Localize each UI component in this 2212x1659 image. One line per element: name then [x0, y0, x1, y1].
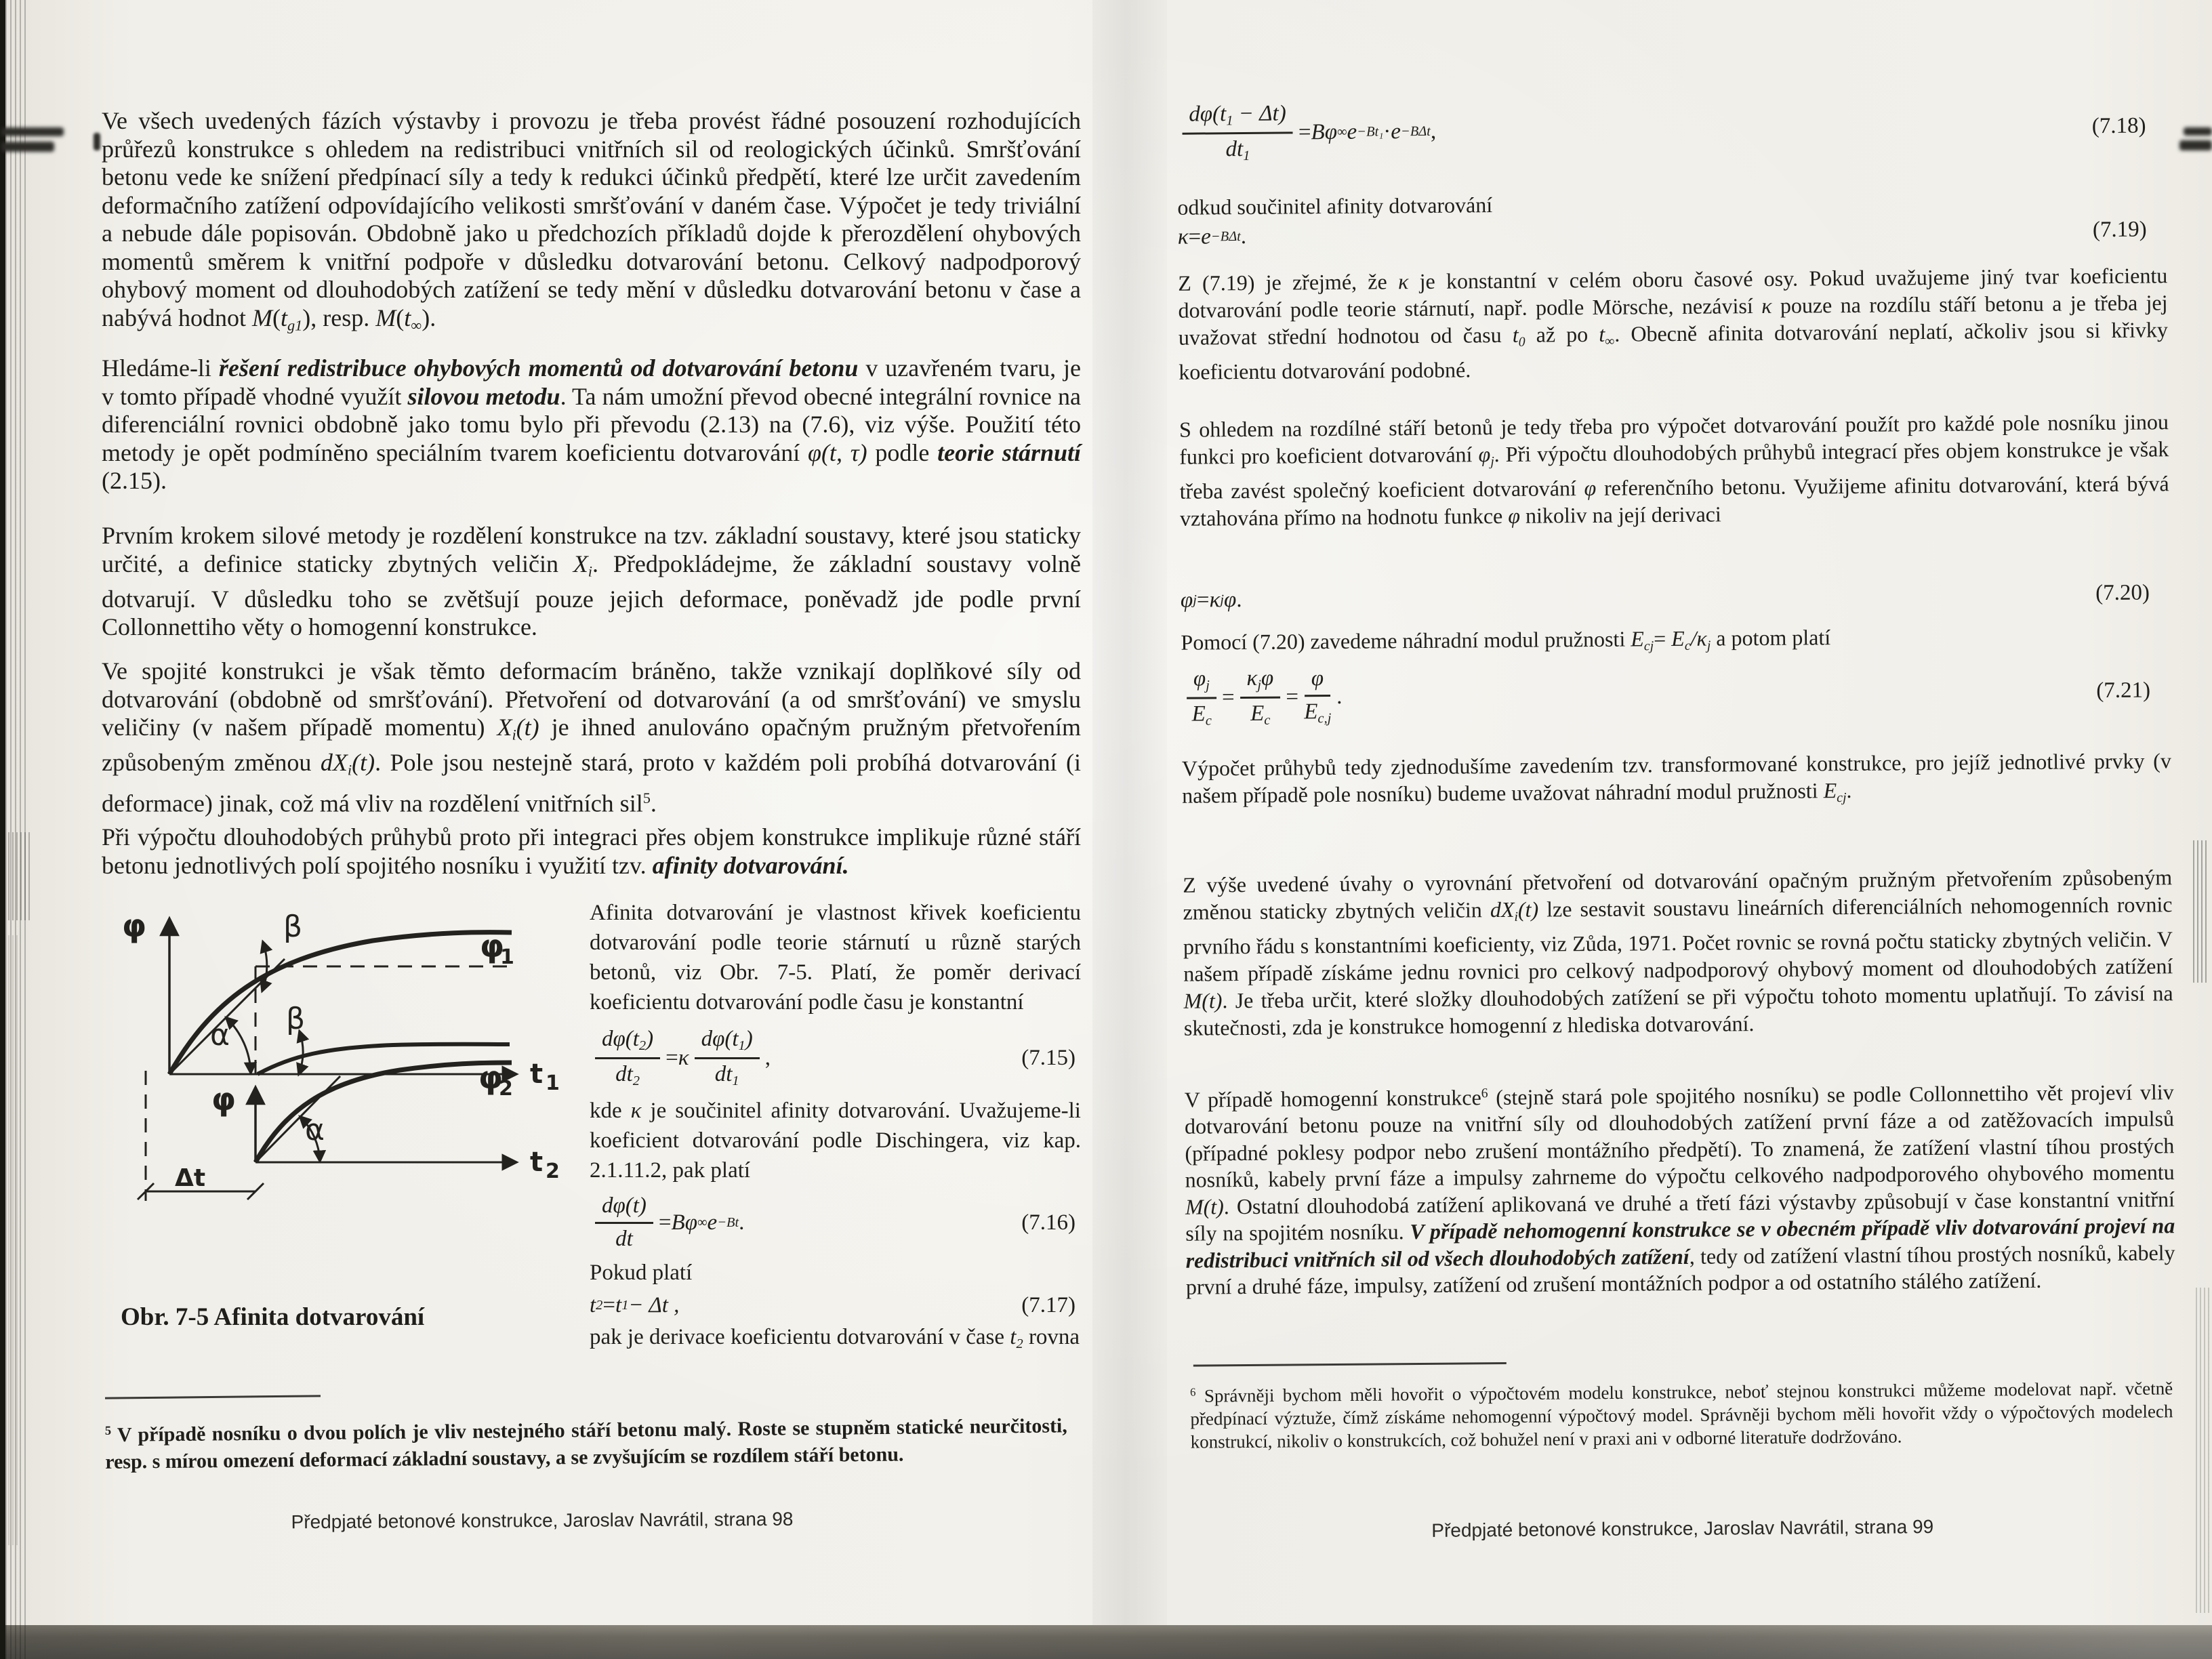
footnote-6: $^6$ Správněji bychom měli hovořit o výpočtovém modelu konstrukce, neboť stejnou konstrukci můžeme modelovat např. včetně předpínací výztuže, čímž získáme nehomogenní výpočtový model. Správněji bychom měli hovořit vždy o výpočtových modelech konstrukcí, nikoliv o konstrukcích, což bohužel není v praxi ani v odborné literatuře dodržováno.: [1190, 1378, 2173, 1452]
equation-number: (7.17): [1021, 1293, 1076, 1318]
paragraph: Prvním krokem silové metody je rozdělení konstrukce na tzv. základní soustavy, které jsou staticky určité, a definice staticky zbytných veličin Xi. Předpokládejme, že základní soustavy volně dotvarují. V důsledku toho se zvětšují pouze jejich deformace, poněvadž jde podle první Collonnettiho věty o homogenní konstrukce.: [102, 522, 1082, 641]
creep-curve-1: [169, 933, 512, 1074]
equation-number: (7.18): [2091, 113, 2146, 138]
equation-7-15: [590, 1027, 1081, 1089]
equation-number: (7.15): [1021, 1045, 1076, 1070]
tangent-upper: [169, 959, 285, 1074]
t2-axis-sub: 2: [546, 1160, 560, 1183]
paragraph: Pomocí (7.20) zavedeme náhradní modul pružnosti Ecj= Ec/κj a potom platí: [1181, 625, 1831, 655]
creep-curve-2: [258, 1044, 510, 1074]
equation-number: (7.21): [2096, 678, 2151, 703]
beta-label-2: β: [286, 1002, 306, 1036]
phi-axis-label-lower: φ: [211, 1081, 236, 1118]
equation-body: t 2 = t 1 − Δt ,: [590, 1293, 680, 1318]
paragraph: V případě homogenní konstrukce$^6$ (stejně stará pole spojitého nosníku) se podle Collonnettiho vět projeví vliv dotvarování betonu pouze na vnitřní síly od dlouhodobých zatížení první fáze a od zatěžovacích impulsů (případné poklesy podpor nebo zrušení montážního předpětí). To znamená, že zatížení vlastní tíhou prostých nosníků, kabely první fáze a impulsy zahrneme do výpočtu celkového nadpodporového ohybového momentu M(t). Ostatní dlouhodobá zatížení aplikovaná ve druhé a třetí fázi výstavby způsobují v čase konstantní vnitřní síly na spojitém nosníku. V případě nehomogenní konstrukce se v obecném případě vliv dotvarování projeví na redistribuci vnitřních sil od všech dlouhodobých zatížení, tedy od zatížení vlastní tíhou prostých nosníků, kabely první a druhé fáze, impulsy, zatížení od zrušení montážních podpor a od ostatního stálého zatížení.: [1184, 1080, 2175, 1300]
scan-bottom-band: [0, 1625, 2212, 1659]
page-left: [102, 95, 1081, 1626]
equation-body: $\frac{d\varphi(t)}{dt}$ = Bφ ∞ e −Bt .: [590, 1193, 744, 1252]
tangent-lower: [255, 1076, 340, 1162]
equation-number: (7.20): [2095, 580, 2150, 606]
scan-smudge-right-2: [2179, 140, 2212, 150]
page-gutter-shadow: [1092, 0, 1167, 1659]
scan-streaks-left: [5, 0, 28, 1659]
equation-7-16: [590, 1193, 1081, 1252]
scan-edge-left: [0, 0, 5, 1659]
scan-smudge-right-1: [2184, 127, 2212, 136]
equation-body: $\frac{d\varphi(t1 - \Delta t)}{dt1}$ = Bφ ∞ e −Bt₁ · e −BΔt ,: [1176, 100, 1436, 165]
t1-axis-sub: 1: [546, 1071, 560, 1095]
equation-body: κ = e −BΔt .: [1177, 224, 1247, 249]
paragraph: odkud součinitel afinity dotvarování: [1177, 192, 1493, 220]
t1-axis-label: t: [530, 1059, 544, 1090]
equation-body: φ j = κ j φ .: [1180, 588, 1242, 613]
footer-right: Předpjaté betonové konstrukce, Jaroslav Navrátil, strana 99: [1431, 1516, 1934, 1541]
phi1-label: φ: [480, 928, 504, 964]
paragraph: Afinita dotvarování je vlastnost křivek koeficientu dotvarování podle teorie stárnutí u různě starých betonů, viz Obr. 7-5. Platí, že poměr derivací koeficientu dotvarování podle času je konstantní: [590, 901, 1081, 1015]
phi2-label: φ: [478, 1059, 503, 1096]
equation-number: (7.19): [2092, 217, 2147, 243]
alpha-angle-arc-upper: [226, 1018, 251, 1073]
paragraph: Pokud platí: [590, 1261, 693, 1286]
scan-smudge-left-2: [1, 142, 54, 152]
paragraph: pak je derivace koeficientu dotvarování v čase t2 rovna: [590, 1325, 1080, 1352]
scan-smudge-left-1: [1, 127, 64, 136]
paragraph: Ve spojité konstrukci je však těmto deformacím bráněno, takže vznikají doplňkové síly od dotvarování (obdobně od smršťování). Přetvoření od dotvarování (a od smršťování) ve smyslu veličiny (v našem případě momentu) Xi(t) je ihned anulováno opačným pružným přetvořením způsobeným změnou dXi(t). Pole jsou nestejně stará, proto v každém poli probíhá dotvarování (i deformace) jinak, což má vliv na rozdělení vnitřních sil$^5$.: [102, 657, 1081, 817]
beta-label-1: β: [283, 909, 303, 944]
footnote-rule: [1193, 1362, 1507, 1367]
paragraph: Z výše uvedené úvahy o vyrovnání přetvoření od dotvarování opačným pružným přetvořením způsobeným změnou staticky zbytných veličin dXi(t) lze sestavit soustavu lineárních diferenciálních nehomogenních rovnic prvního řádu s konstantními koeficienty, viz Zůda, 1971. Počet rovnic se rovná počtu staticky zbytných veličin. V našem případě získáme jednu rovnici pro celkový nadpodporový ohybový moment od dlouhodobých zatížení M(t). Je třeba určit, které složky dlouhodobých zatížení se při výpočtu tohoto momentu uplatňují. To závisí na skutečnosti, zda je konstrukce homogenní z hlediska dotvarování.: [1183, 865, 2173, 1040]
delta-t-label: Δt: [175, 1164, 206, 1192]
paragraph: Z (7.19) je zřejmé, že κ je konstantní v celém oboru časové osy. Pokud uvažujeme jiný tvar koeficientu dotvarování podle teorie stárnutí, např. podle Mörsche, nezávisí κ pouze na rozdílu stáří betonu a je třeba jej uvažovat střední hodnotou od času t0 až po t∞. Obecně afinita dotvarování neplatí, ačkoliv jsou si křivky koeficientu dotvarování podobné.: [1178, 263, 2169, 384]
equation-7-20: [1181, 580, 2170, 613]
footnote-5: $^5$ V případě nosníku o dvou polích je vliv nestejného stáří betonu malý. Roste se stupněm statické neurčitosti, resp. s mírou omezení deformací základní soustavy, a se zvyšujícím se rozdílem stáří betonu.: [104, 1414, 1067, 1474]
figure-afinita-dotvarovani: [102, 901, 576, 1281]
creep-curve-3: [255, 1063, 512, 1162]
page-right: [1176, 91, 2178, 1630]
phi-axis-label-upper: φ: [122, 907, 146, 944]
equation-7-21: [1181, 659, 2171, 729]
figure-caption: Obr. 7-5 Afinita dotvarování: [121, 1303, 425, 1331]
equation-body: $\frac{d\varphi(t2)}{dt2}$ = κ $\frac{d\varphi(t1)}{dt1}$ ,: [590, 1027, 771, 1089]
paragraph: Při výpočtu dlouhodobých průhybů proto při integraci přes objem konstrukce implikuje různé stáří betonu jednotlivých polí spojitého nosníku i využití tzv. afinity dotvarování.: [102, 823, 1081, 879]
equation-number: (7.16): [1021, 1210, 1076, 1235]
figure-side-column: [590, 898, 1081, 1359]
equation-7-19: [1178, 217, 2167, 249]
paragraph: Hledáme-li řešení redistribuce ohybových momentů od dotvarování betonu v uzavřeném tvaru, je v tomto případě vhodné využít silovou metodu. Ta nám umožní převod obecné integrální rovnice na diferenciální rovnici obdobně jako tomu bylo při převodu (2.13) na (7.6), viz výše. Použití této metody je opět podmíněno speciálním tvarem koeficientu dotvarování φ(t, τ) podle teorie stárnutí (2.15).: [102, 354, 1081, 494]
phi1-label-sub: 1: [500, 945, 514, 969]
alpha-label-lower: α: [305, 1113, 325, 1147]
scan-streaks-right-mid: [2193, 840, 2208, 983]
equation-body: $\frac{\varphi j}{Ec}$ = $\frac{\text{κjφ}}{Ec}$ = $\frac{\varphi}{Ec,j}$ .: [1181, 665, 1343, 729]
scan-streaks-right-low: [2196, 1288, 2209, 1613]
paragraph: S ohledem na rozdílné stáří betonů je tedy třeba pro výpočet dotvarování použít pro každé pole nosníku jinou funkci pro koeficient dotvarování φj. Při výpočtu dlouhodobých průhybů integrací přes objem konstrukce je však třeba zavést společný koeficient dotvarování φ referenčního betonu. Využijeme afinitu dotvarování, která bývá vztahována přímo na hodnotu funkce φ nikoliv na její derivaci: [1179, 409, 2169, 531]
paragraph: Ve všech uvedených fázích výstavby i provozu je třeba provést řádné posouzení rozhodujících průřezů konstrukce s ohledem na redistribuci vnitřních sil od reologických účinků. Smršťování betonu vede ke snížení předpínací síly a tedy k redukci účinků předpětí, které lze určit zavedením deformačního zatížení odpovídajícího velikosti smršťování v daném čase. Výpočet je tedy triviální a nebude dále popisován. Obdobně jako u předchozích příkladů dojde k přerozdělení ohybových momentů směrem k vnitřní podpoře v důsledku dotvarování betonu. Celkový nadpodporový ohybový moment od dlouhodobých zatížení se tedy mění v důsledku dotvarování betonu v čase a nabývá hodnot M(tg1), resp. M(t∞).: [102, 107, 1081, 334]
equation-7-17: [590, 1293, 1081, 1318]
equation-7-18: [1176, 94, 2167, 165]
scan-smudge-left-3: [94, 133, 100, 150]
footer-left: Předpjaté betonové konstrukce, Jaroslav Navrátil, strana 98: [291, 1508, 794, 1533]
scan-streaks-left-low: [0, 935, 20, 1545]
footnote-rule: [105, 1395, 321, 1399]
beta-angle-mark-2: [299, 1031, 303, 1074]
scan-streaks-left-mid: [0, 832, 30, 920]
paragraph: Výpočet průhybů tedy zjednodušíme zavedením tzv. transformované konstrukce, pro jejíž jednotlivé prvky (v našem případě pole nosníku) budeme uvažovat náhradní modul pružnosti Ecj.: [1181, 748, 2172, 808]
alpha-label-upper: α: [210, 1018, 230, 1052]
paragraph: kde κ je součinitel afinity dotvarování. Uvažujeme-li koeficient dotvarování podle Dischingera, viz kap. 2.1.11.2, pak platí: [590, 1099, 1081, 1183]
t2-axis-label: t: [530, 1147, 544, 1178]
phi2-label-sub: 2: [499, 1077, 513, 1101]
